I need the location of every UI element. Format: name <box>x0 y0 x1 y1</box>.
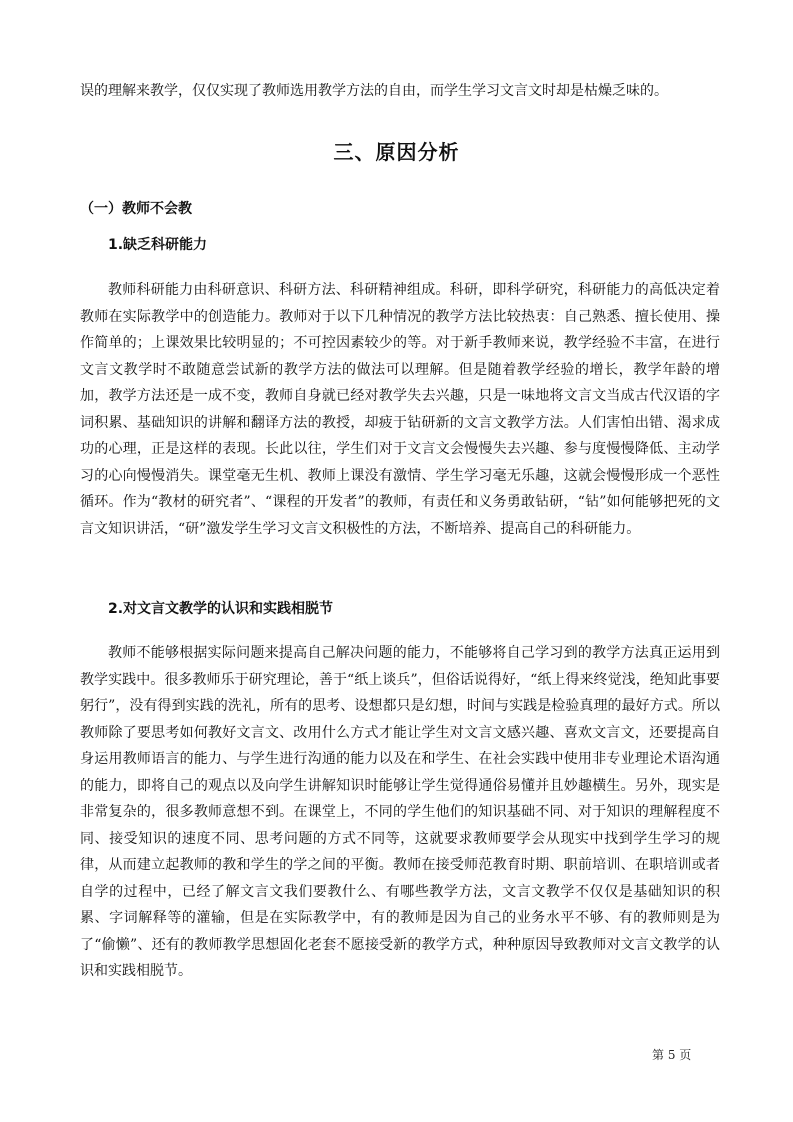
item-heading-2: 2.对文言文教学的认识和实践相脱节 <box>108 601 334 617</box>
section-title: 三、原因分析 <box>333 140 460 164</box>
paragraph-2: 教师不能够根据实际问题来提高自己解决问题的能力，不能够将自己学习到的教学方法真正运用到教学实践中。很多教师乐于研究理论，善于“纸上谈兵”，但俗话说得好，“纸上得来终觉浅，绝知此事要躬行”，没有得到实践的洗礼，所有的思考、设想都只是幻想，时间与实践是检验真理的最好方式。所以教师除了要思考如何教好文言文、改用什么方式才能让学生对文言文感兴趣、喜欢文言文，还要提高自身运用教师语言的能力、与学生进行沟通的能力以及在和学生、在社会实践中使用非专业理论术语沟通的能力，即将自己的观点以及向学生讲解知识时能够让学生觉得通俗易懂并且妙趣横生。另外，现实是非常复杂的，很多教师意想不到。在课堂上，不同的学生他们的知识基础不同、对于知识的理解程度不同、接受知识的速度不同、思考问题的方式不同等，这就要求教师要学会从现实中找到学生学习的规律，从而建立起教师的教和学生的学之间的平衡。教师在接受师范教育时期、职前培训、在职培训或者自学的过程中，已经了解文言文我们要教什么、有哪些教学方法，文言文教学不仅仅是基础知识的积累、字词解释等的灌输，但是在实际教学中，有的教师是因为自己的业务水平不够、有的教师则是为了“偷懒”、还有的教师教学思想固化老套不愿接受新的教学方式，种种原因导致教师对文言文教学的认识和实践相脱节。 <box>80 645 720 979</box>
continuation-text: 误的理解来教学，仅仅实现了教师选用教学方法的自由，而学生学习文言文时却是枯燥乏味的。 <box>80 83 668 99</box>
subsection-title: （一）教师不会教 <box>80 201 192 217</box>
item-heading-1: 1.缺乏科研能力 <box>108 237 208 253</box>
paragraph-1: 教师科研能力由科研意识、科研方法、科研精神组成。科研，即科学研究，科研能力的高低决定着教师在实际教学中的创造能力。教师对于以下几种情况的教学方法比较热衷：自己熟悉、擅长使用、操作简单的；上课效果比较明显的；不可控因素较少的等。对于新手教师来说，教学经验不丰富，在进行文言文教学时不敢随意尝试新的教学方法的做法可以理解。但是随着教学经验的增长，教学年龄的增加，教学方法还是一成不变，教师自身就已经对教学失去兴趣，只是一味地将文言文当成古代汉语的字词积累、基础知识的讲解和翻译方法的教授，却疲于钻研新的文言文教学方法。人们害怕出错、渴求成功的心理，正是这样的表现。长此以往，学生们对于文言文会慢慢失去兴趣、参与度慢慢降低、主动学习的心向慢慢消失。课堂毫无生机、教师上课没有激情、学生学习毫无乐趣，这就会慢慢形成一个恶性循环。作为“教材的研究者”、“课程的开发者”的教师，有责任和义务勇敢钻研，“钻”如何能够把死的文言文知识讲活，“研”激发学生学习文言文积极性的方法，不断培养、提高自己的科研能力。 <box>80 282 720 537</box>
page-number: 第 5 页 <box>652 1048 692 1062</box>
